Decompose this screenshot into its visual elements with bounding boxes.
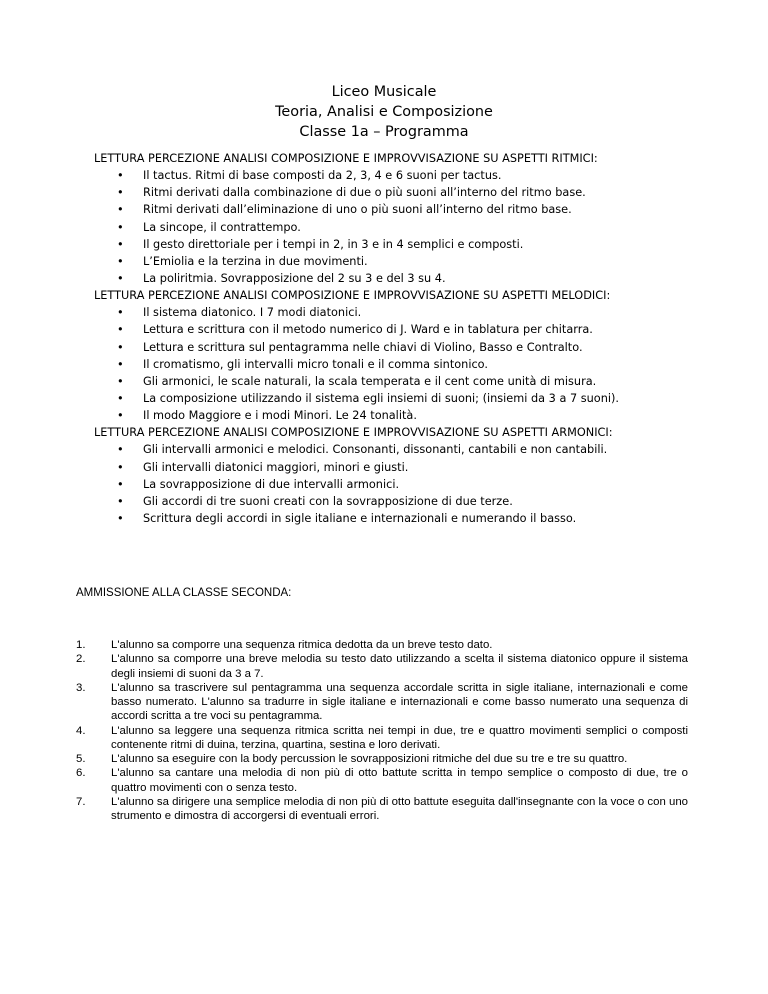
topic-text: Gli accordi di tre suoni creati con la sovrapposizione di due terze. bbox=[143, 494, 513, 508]
bullet-icon: • bbox=[117, 374, 124, 388]
bullet-icon: • bbox=[117, 323, 124, 337]
list-item bbox=[94, 459, 734, 476]
bullet-icon: • bbox=[117, 409, 124, 423]
topic-text: L’Emiolia e la terzina in due movimenti. bbox=[143, 254, 368, 268]
bullet-icon: • bbox=[117, 460, 124, 474]
list-item bbox=[94, 201, 734, 218]
bullet-icon: • bbox=[117, 271, 124, 285]
section-heading-rhythmic: LETTURA PERCEZIONE ANALISI COMPOSIZIONE E IMPROVVISAZIONE SU ASPETTI RITMICI: bbox=[94, 152, 598, 165]
list-item bbox=[94, 253, 734, 270]
list-item bbox=[94, 339, 734, 356]
bullet-icon: • bbox=[117, 477, 124, 491]
topic-text: Scrittura degli accordi in sigle italiane e internazionali e numerando il basso. bbox=[143, 511, 577, 525]
list-item bbox=[76, 681, 688, 724]
list-item bbox=[94, 304, 734, 321]
harmonic-topics bbox=[94, 441, 734, 527]
list-item bbox=[94, 390, 734, 407]
list-item bbox=[94, 407, 734, 424]
list-item bbox=[94, 441, 734, 458]
section-heading-harmonic: LETTURA PERCEZIONE ANALISI COMPOSIZIONE E IMPROVVISAZIONE SU ASPETTI ARMONICI: bbox=[94, 426, 613, 440]
section-heading-melodic: LETTURA PERCEZIONE ANALISI COMPOSIZIONE E IMPROVVISAZIONE SU ASPETTI MELODICI: bbox=[94, 289, 611, 303]
bullet-icon: • bbox=[117, 494, 124, 508]
list-item bbox=[94, 356, 734, 373]
document-title bbox=[0, 82, 768, 142]
syllabus bbox=[94, 150, 734, 527]
list-item bbox=[94, 510, 734, 527]
list-item bbox=[76, 766, 688, 795]
item-number: 5. bbox=[76, 753, 86, 765]
list-item bbox=[94, 184, 734, 201]
list-item bbox=[76, 652, 688, 681]
requirement-text: L'alunno sa leggere una sequenza ritmica scritta nei tempi in due, tre e quattro movimenti semplici o composti contenente ritmi di duina, terzina, quartina, sestina e loro derivati. bbox=[111, 724, 688, 751]
list-item bbox=[94, 219, 734, 236]
list-item bbox=[76, 638, 688, 652]
melodic-topics bbox=[94, 304, 734, 424]
list-item bbox=[94, 373, 734, 390]
topic-text: Il cromatismo, gli intervalli micro tonali e il comma sintonico. bbox=[143, 357, 488, 371]
school-name: Liceo Musicale bbox=[331, 84, 437, 100]
topic-text: La sincope, il contrattempo. bbox=[143, 220, 301, 234]
requirement-text: L'alunno sa comporre una breve melodia su testo dato utilizzando a scelta il sistema diatonico oppure il sistema degli insiemi di suoni da 3 a 7. bbox=[111, 653, 688, 680]
bullet-icon: • bbox=[117, 186, 124, 200]
topic-text: Il sistema diatonico. I 7 modi diatonici. bbox=[143, 306, 362, 320]
requirement-text: L'alunno sa trascrivere sul pentagramma una sequenza accordale scritta in sigle italiane, internazionali e come basso numerato. L'alunno sa tradurre in sigle italiane e internazionali e come basso numerato una sequenza di accordi scritta a tre voci su pentagramma. bbox=[111, 681, 688, 723]
topic-text: Lettura e scrittura con il metodo numerico di J. Ward e in tablatura per chitarra. bbox=[143, 323, 593, 337]
list-item bbox=[94, 321, 734, 338]
bullet-icon: • bbox=[117, 511, 124, 525]
topic-text: La poliritmia. Sovrapposizione del 2 su 3 e del 3 su 4. bbox=[143, 271, 446, 285]
item-number: 6. bbox=[76, 767, 86, 780]
item-number: 4. bbox=[76, 724, 86, 737]
topic-text: La composizione utilizzando il sistema egli insiemi di suoni; (insiemi da 3 a 7 suoni). bbox=[143, 391, 619, 405]
list-item bbox=[94, 236, 734, 253]
topic-text: Gli intervalli armonici e melodici. Consonanti, dissonanti, cantabili e non cantabili. bbox=[143, 443, 608, 457]
bullet-icon: • bbox=[117, 254, 124, 268]
requirement-text: L'alunno sa comporre una sequenza ritmica dedotta da un breve testo dato. bbox=[111, 639, 493, 651]
bullet-icon: • bbox=[117, 203, 124, 217]
item-number: 1. bbox=[76, 639, 86, 651]
bullet-icon: • bbox=[117, 443, 124, 457]
topic-text: Il tactus. Ritmi di base composti da 2, 3, 4 e 6 suoni per tactus. bbox=[143, 169, 502, 183]
rhythmic-topics bbox=[94, 167, 734, 287]
topic-text: Gli armonici, le scale naturali, la scala temperata e il cent come unità di misura. bbox=[143, 374, 597, 388]
list-item bbox=[94, 493, 734, 510]
list-item bbox=[76, 795, 688, 824]
item-number: 3. bbox=[76, 681, 86, 694]
topic-text: Il gesto direttoriale per i tempi in 2, in 3 e in 4 semplici e composti. bbox=[143, 237, 524, 251]
requirement-text: L'alunno sa eseguire con la body percussion le sovrapposizioni ritmiche del due su tre e tre su quattro. bbox=[111, 753, 628, 765]
list-item bbox=[94, 476, 734, 493]
admission-requirements bbox=[76, 638, 688, 823]
topic-text: Ritmi derivati dall’eliminazione di uno o più suoni all’interno del ritmo base. bbox=[143, 203, 572, 217]
bullet-icon: • bbox=[117, 237, 124, 251]
item-number: 2. bbox=[76, 653, 86, 666]
topic-text: Ritmi derivati dalla combinazione di due o più suoni all’interno del ritmo base. bbox=[143, 186, 586, 200]
list-item bbox=[94, 270, 734, 287]
list-item bbox=[76, 752, 688, 766]
bullet-icon: • bbox=[117, 220, 124, 234]
bullet-icon: • bbox=[117, 340, 124, 354]
bullet-icon: • bbox=[117, 306, 124, 320]
list-item bbox=[76, 724, 688, 753]
class-program: Classe 1a – Programma bbox=[299, 124, 469, 140]
bullet-icon: • bbox=[117, 391, 124, 405]
topic-text: Il modo Maggiore e i modi Minori. Le 24 tonalità. bbox=[143, 409, 417, 423]
bullet-icon: • bbox=[117, 357, 124, 371]
topic-text: La sovrapposizione di due intervalli armonici. bbox=[143, 477, 400, 491]
course-name: Teoria, Analisi e Composizione bbox=[275, 104, 493, 120]
requirement-text: L'alunno sa dirigere una semplice melodia di non più di otto battute eseguita dall'insegnante con la voce o con uno strumento e dimostra di accorgersi di eventuali errori. bbox=[111, 795, 688, 822]
admission-heading: AMMISSIONE ALLA CLASSE SECONDA: bbox=[76, 587, 292, 599]
bullet-icon: • bbox=[117, 169, 124, 183]
requirement-text: L'alunno sa cantare una melodia di non più di otto battute scritta in tempo semplice o composto di due, tre o quattro movimenti con o senza testo. bbox=[111, 767, 688, 794]
item-number: 7. bbox=[76, 795, 86, 808]
topic-text: Lettura e scrittura sul pentagramma nelle chiavi di Violino, Basso e Contralto. bbox=[143, 340, 583, 354]
list-item bbox=[94, 167, 734, 184]
topic-text: Gli intervalli diatonici maggiori, minori e giusti. bbox=[143, 460, 409, 474]
